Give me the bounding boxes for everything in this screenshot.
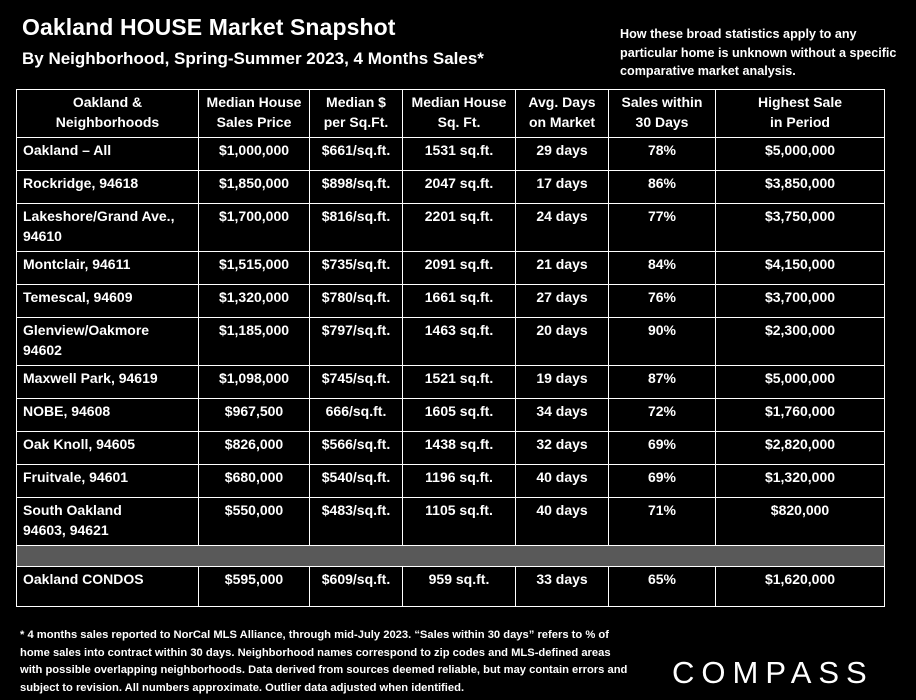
table-cell: 2091 sq.ft. — [403, 252, 516, 285]
neighborhood-name-line: Glenview/Oakmore — [23, 322, 150, 338]
table-cell: 32 days — [516, 432, 609, 465]
table-row — [17, 498, 885, 546]
table-cell: 2047 sq.ft. — [403, 171, 516, 204]
neighborhood-name-line: Rockridge, 94618 — [23, 175, 139, 191]
neighborhood-cell — [17, 432, 199, 465]
table-cell: 65% — [609, 567, 716, 607]
table-cell: $3,850,000 — [716, 171, 885, 204]
table-cell: $816/sq.ft. — [310, 204, 403, 252]
table-cell: 77% — [609, 204, 716, 252]
table-cell: 1105 sq.ft. — [403, 498, 516, 546]
table-cell: $780/sq.ft. — [310, 285, 403, 318]
table-cell: $661/sq.ft. — [310, 138, 403, 171]
neighborhood-name-line: Oak Knoll, 94605 — [23, 436, 136, 452]
table-cell: $820,000 — [716, 498, 885, 546]
table-cell: $1,185,000 — [199, 318, 310, 366]
table-cell: 1521 sq.ft. — [403, 366, 516, 399]
table-cell: $540/sq.ft. — [310, 465, 403, 498]
column-header-line: in Period — [770, 114, 830, 130]
table-row — [17, 432, 885, 465]
neighborhood-cell — [17, 171, 199, 204]
table-cell: $595,000 — [199, 567, 310, 607]
table-cell: 666/sq.ft. — [310, 399, 403, 432]
market-table — [16, 89, 885, 607]
table-cell: $826,000 — [199, 432, 310, 465]
table-row — [17, 366, 885, 399]
column-header-line: Oakland & — [72, 94, 143, 110]
neighborhood-cell — [17, 498, 199, 546]
page-subtitle: By Neighborhood, Spring-Summer 2023, 4 Months Sales* — [22, 49, 484, 68]
table-cell: 90% — [609, 318, 716, 366]
table-row — [17, 399, 885, 432]
table-cell: 84% — [609, 252, 716, 285]
table-cell: 1605 sq.ft. — [403, 399, 516, 432]
column-header-line: Sales within — [621, 94, 703, 110]
separator-cell — [17, 546, 885, 567]
neighborhood-name-line: Temescal, 94609 — [23, 289, 133, 305]
neighborhood-cell — [17, 399, 199, 432]
neighborhood-name-line: Montclair, 94611 — [23, 256, 131, 272]
table-cell: $1,700,000 — [199, 204, 310, 252]
table-cell: $2,820,000 — [716, 432, 885, 465]
table-cell: 1531 sq.ft. — [403, 138, 516, 171]
table-cell: $735/sq.ft. — [310, 252, 403, 285]
table-cell: $3,700,000 — [716, 285, 885, 318]
column-header-line: Sq. Ft. — [437, 114, 481, 130]
neighborhood-cell — [17, 252, 199, 285]
table-cell: $1,000,000 — [199, 138, 310, 171]
table-header-row — [17, 90, 885, 138]
table-cell: 1463 sq.ft. — [403, 318, 516, 366]
table-cell: $483/sq.ft. — [310, 498, 403, 546]
table-cell: 1196 sq.ft. — [403, 465, 516, 498]
table-cell: $1,320,000 — [199, 285, 310, 318]
neighborhood-cell — [17, 465, 199, 498]
table-cell: $5,000,000 — [716, 138, 885, 171]
table-cell: 34 days — [516, 399, 609, 432]
column-header-line: Avg. Days — [528, 94, 596, 110]
table-cell: 78% — [609, 138, 716, 171]
table-cell: $898/sq.ft. — [310, 171, 403, 204]
table-cell: $3,750,000 — [716, 204, 885, 252]
neighborhood-name-line: Oakland – All — [23, 142, 112, 158]
table-cell: $1,098,000 — [199, 366, 310, 399]
table-cell: $797/sq.ft. — [310, 318, 403, 366]
table-cell: 33 days — [516, 567, 609, 607]
neighborhood-name-line: 94602 — [23, 342, 62, 358]
table-cell: $4,150,000 — [716, 252, 885, 285]
table-cell: 76% — [609, 285, 716, 318]
neighborhood-name-line: South Oakland — [23, 502, 122, 518]
table-cell: 1661 sq.ft. — [403, 285, 516, 318]
table-cell: 27 days — [516, 285, 609, 318]
table-cell: $1,320,000 — [716, 465, 885, 498]
table-cell: $1,760,000 — [716, 399, 885, 432]
table-row — [17, 252, 885, 285]
table-cell: $550,000 — [199, 498, 310, 546]
table-cell: 19 days — [516, 366, 609, 399]
neighborhood-name-line: Oakland CONDOS — [23, 571, 144, 587]
column-header-line: per Sq.Ft. — [323, 114, 389, 130]
table-row — [17, 138, 885, 171]
column-header-line: Median House — [206, 94, 302, 110]
table-cell: $609/sq.ft. — [310, 567, 403, 607]
table-cell: 21 days — [516, 252, 609, 285]
table-cell: 2201 sq.ft. — [403, 204, 516, 252]
compass-logo: COMPASS — [672, 655, 874, 690]
table-cell: 40 days — [516, 465, 609, 498]
table-cell: 72% — [609, 399, 716, 432]
neighborhood-name-line: Maxwell Park, 94619 — [23, 370, 158, 386]
table-cell: 17 days — [516, 171, 609, 204]
column-header — [403, 90, 516, 138]
table-cell: 40 days — [516, 498, 609, 546]
table-cell: 29 days — [516, 138, 609, 171]
column-header — [609, 90, 716, 138]
neighborhood-cell — [17, 567, 199, 607]
table-cell: 959 sq.ft. — [403, 567, 516, 607]
table-cell: 69% — [609, 432, 716, 465]
neighborhood-name-line: Fruitvale, 94601 — [23, 469, 129, 485]
table-cell: $967,500 — [199, 399, 310, 432]
column-header — [17, 90, 199, 138]
neighborhood-name-line: 94610 — [23, 228, 62, 244]
table-row — [17, 171, 885, 204]
footnote: * 4 months sales reported to NorCal MLS Alliance, through mid-July 2023. “Sales within 30 days” refers to % of home sales into contract within 30 days. Neighborhood names correspond to zip codes and MLS-defined areas with possible overlapping neighborhoods. Data derived from sources deemed reliable, but may contain errors and subject to revision. All numbers approximate. Outlier data adjusted when identified. — [20, 629, 628, 694]
column-header-line: 30 Days — [635, 114, 689, 130]
column-header — [310, 90, 403, 138]
column-header-line: Median House — [411, 94, 507, 110]
table-row — [17, 204, 885, 252]
table-cell: $1,515,000 — [199, 252, 310, 285]
disclaimer-note: How these broad statistics apply to any particular home is unknown without a specific comparative market analysis. — [620, 27, 897, 78]
separator-row — [17, 546, 885, 567]
table-row — [17, 318, 885, 366]
neighborhood-name-line: NOBE, 94608 — [23, 403, 111, 419]
page-title: Oakland HOUSE Market Snapshot — [22, 14, 396, 40]
table-row — [17, 285, 885, 318]
neighborhood-cell — [17, 204, 199, 252]
table-cell: 24 days — [516, 204, 609, 252]
neighborhood-name-line: Lakeshore/Grand Ave., — [23, 208, 175, 224]
column-header — [199, 90, 310, 138]
column-header-line: Median $ — [326, 94, 386, 110]
table-cell: $1,620,000 — [716, 567, 885, 607]
table-cell: $566/sq.ft. — [310, 432, 403, 465]
table-row — [17, 465, 885, 498]
table-cell: $2,300,000 — [716, 318, 885, 366]
table-cell: $745/sq.ft. — [310, 366, 403, 399]
table-cell: 20 days — [516, 318, 609, 366]
column-header-line: Highest Sale — [757, 94, 843, 110]
column-header-line: Neighborhoods — [55, 114, 160, 130]
column-header — [716, 90, 885, 138]
table-cell: $5,000,000 — [716, 366, 885, 399]
table-cell: 86% — [609, 171, 716, 204]
neighborhood-cell — [17, 285, 199, 318]
neighborhood-cell — [17, 318, 199, 366]
table-cell: $1,850,000 — [199, 171, 310, 204]
column-header — [516, 90, 609, 138]
table-cell: 69% — [609, 465, 716, 498]
table-cell: 87% — [609, 366, 716, 399]
table-cell: $680,000 — [199, 465, 310, 498]
neighborhood-cell — [17, 138, 199, 171]
neighborhood-cell — [17, 366, 199, 399]
neighborhood-name-line: 94603, 94621 — [23, 522, 109, 538]
table-row — [17, 567, 885, 607]
column-header-line: Sales Price — [216, 114, 292, 130]
table-cell: 1438 sq.ft. — [403, 432, 516, 465]
table-cell: 71% — [609, 498, 716, 546]
column-header-line: on Market — [528, 114, 596, 130]
